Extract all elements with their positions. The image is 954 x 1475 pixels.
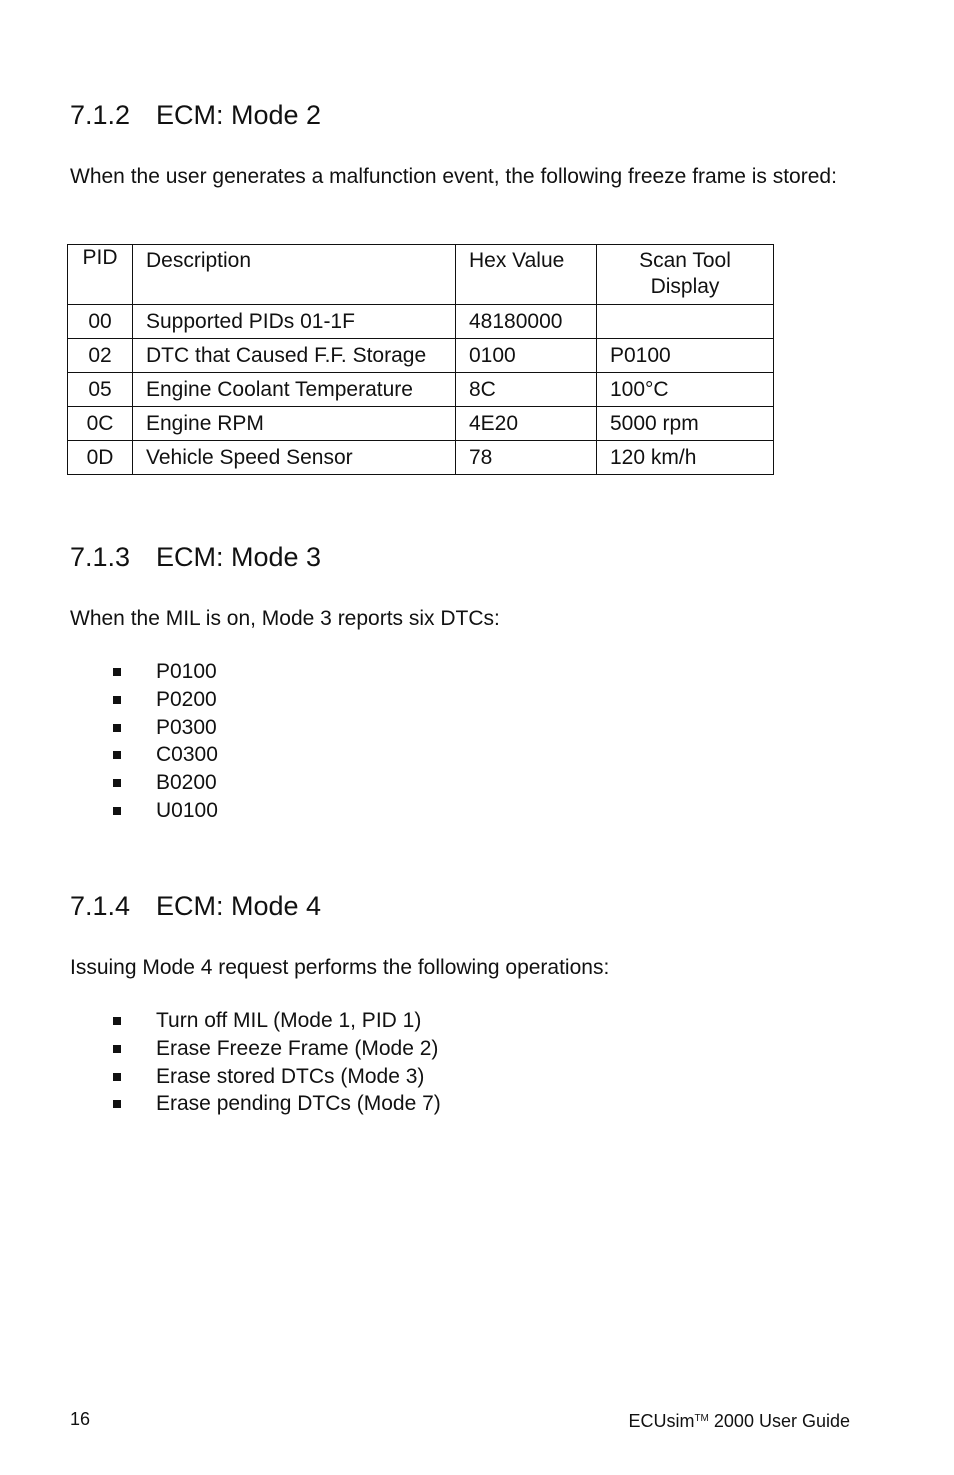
cell-description: Engine Coolant Temperature <box>133 373 456 407</box>
header-scan-line2: Display <box>650 275 720 298</box>
table-row <box>68 407 774 441</box>
cell-pid: 05 <box>68 373 133 407</box>
cell-hex-value: 78 <box>456 441 597 475</box>
cell-pid: 02 <box>68 339 133 373</box>
list-item-text: Erase stored DTCs (Mode 3) <box>156 1064 425 1088</box>
section-number: 7.1.3 <box>70 542 131 572</box>
table-row <box>68 339 774 373</box>
section-heading-7-1-2 <box>70 99 321 131</box>
footer-product-name: ECUsim <box>628 1411 695 1431</box>
section-number: 7.1.4 <box>70 891 131 921</box>
list-item-text: Erase Freeze Frame (Mode 2) <box>156 1036 439 1060</box>
bullet-square-icon <box>113 1017 121 1025</box>
table-row <box>68 373 774 407</box>
cell-description: Engine RPM <box>133 407 456 441</box>
cell-pid: 00 <box>68 305 133 339</box>
cell-hex-value: 8C <box>456 373 597 407</box>
header-scan-tool-display <box>597 245 774 305</box>
mode4-intro-paragraph: Issuing Mode 4 request performs the following operations: <box>70 956 610 979</box>
mode2-intro-paragraph: When the user generates a malfunction event, the following freeze frame is stored: <box>70 165 837 188</box>
cell-hex-value: 48180000 <box>456 305 597 339</box>
freeze-frame-table <box>67 244 774 475</box>
list-item-text: C0300 <box>156 743 218 767</box>
section-heading-7-1-4 <box>70 890 321 922</box>
list-item-text: P0200 <box>156 687 217 711</box>
header-scan-line1: Scan Tool <box>639 249 731 272</box>
bullet-square-icon <box>113 807 121 815</box>
cell-scan-display: P0100 <box>597 339 774 373</box>
footer-guide-label: 2000 User Guide <box>708 1411 850 1431</box>
bullet-square-icon <box>113 696 121 704</box>
page-number: 16 <box>70 1409 91 1429</box>
bullet-square-icon <box>113 751 121 759</box>
cell-scan-display: 120 km/h <box>597 441 774 475</box>
list-item-text: Turn off MIL (Mode 1, PID 1) <box>156 1009 422 1032</box>
cell-pid: 0C <box>68 407 133 441</box>
list-item-text: P0100 <box>156 660 217 683</box>
cell-scan-display: 5000 rpm <box>597 407 774 441</box>
bullet-square-icon <box>113 1073 121 1081</box>
bullet-square-icon <box>113 668 121 676</box>
cell-description: Supported PIDs 01-1F <box>133 305 456 339</box>
table-header-row <box>68 245 774 305</box>
trademark-mark: TM <box>694 1413 709 1424</box>
section-heading-7-1-3 <box>70 541 321 573</box>
list-item-text: Erase pending DTCs (Mode 7) <box>156 1092 441 1116</box>
bullet-square-icon <box>113 1045 121 1053</box>
table-row <box>68 441 774 475</box>
cell-description: Vehicle Speed Sensor <box>133 441 456 475</box>
list-item-text: P0300 <box>156 715 217 739</box>
bullet-square-icon <box>113 724 121 732</box>
cell-pid: 0D <box>68 441 133 475</box>
section-title: ECM: Mode 4 <box>156 891 322 921</box>
cell-description: DTC that Caused F.F. Storage <box>133 339 456 373</box>
cell-scan-display <box>597 305 774 339</box>
table-row <box>68 305 774 339</box>
bullet-square-icon <box>113 779 121 787</box>
section-title: ECM: Mode 3 <box>156 542 322 572</box>
footer-guide-title <box>628 1408 850 1432</box>
list-item-text: U0100 <box>156 798 218 822</box>
header-description: Description <box>133 245 456 305</box>
cell-scan-display: 100°C <box>597 373 774 407</box>
section-title: ECM: Mode 2 <box>156 100 322 130</box>
section-number: 7.1.2 <box>70 100 131 130</box>
mode3-intro-paragraph: When the MIL is on, Mode 3 reports six DTCs: <box>70 607 500 630</box>
cell-hex-value: 4E20 <box>456 407 597 441</box>
cell-hex-value: 0100 <box>456 339 597 373</box>
header-hex-value: Hex Value <box>456 245 597 305</box>
list-item-text: B0200 <box>156 771 217 795</box>
header-pid: PID <box>68 245 133 305</box>
bullet-square-icon <box>113 1100 121 1108</box>
